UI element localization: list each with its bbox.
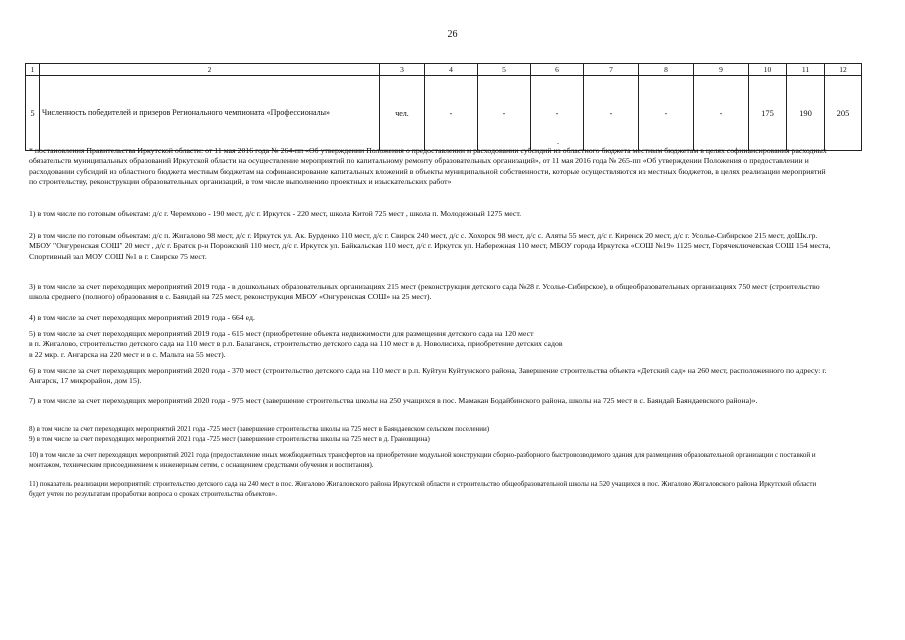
header-cell: 5 [478,64,531,76]
value-cell: - [639,76,694,151]
row-number: 5 [26,76,40,151]
note-10: 10) в том числе за счет переходящих мероприятий 2021 года (предоставление иных межбюджетных трансфертов на приобретение модульной конструкции сборно-разборного быстровозводимого здания для размещения образовательной организации с поставкой и монтажом, техническим присоединением к инженерным сетям, с оснащением средствами обучения и воспитания). [29,451,816,469]
value-cell: 205 [825,76,862,151]
value-cell: - [694,76,749,151]
note-5 [29,329,833,360]
header-cell: 8 [639,64,694,76]
header-cell: 9 [694,64,749,76]
header-cell: 6 [531,64,584,76]
note-9: 9) в том числе за счет переходящих мероприятий 2021 года -725 мест (завершение строительства школы на 725 мест в д. Грановщина) [29,435,430,443]
unit-cell: чел. [380,76,425,151]
value-cell: - [478,76,531,151]
header-cell: 1 [26,64,40,76]
note-1: 1) в том числе по готовым объектам: д/с г. Черемхово - 190 мест, д/с г. Иркутск - 220 мест, школа Китой 725 мест , школа п. Молодежный 1275 мест. [29,209,522,218]
indicator-name: Численность победителей и призеров Регионального чемпионата «Профессионалы» [40,76,380,151]
note-6: 6) в том числе за счет переходящих мероприятий 2020 года - 370 мест (строительство детского сада на 110 мест в р.п. Куйтун Куйтунского района, Завершение строительства объекта «Детский сад» на 260 мест, расположенного по адресу: г. Ангарск, 17 микрорайон, дом 15). [29,366,827,386]
value-cell: - [584,76,639,151]
header-cell: 12 [825,64,862,76]
header-cell: 2 [40,64,380,76]
value-cell [531,76,584,151]
header-cell: 3 [380,64,425,76]
note-star: * постановления Правительства Иркутской области: от 11 мая 2016 года № 264-пп «Об утверждении Положения о предоставлении и расходовании субсидий из областного бюджета местным бюджетам в целях софинансирования расходных обязательств муниципальных образований Иркутской области на осуществление мероприятий по капитальному ремонту образовательных организаций», от 11 мая 2016 года № 265-пп «Об утверждении Положения о предоставлении и расходовании субсидий из областного бюджета местным бюджетам на софинансирование капитальных вложений в объекты муниципальной собственности, которые осуществляются из местных бюджетов, в целях реализации мероприятий по строительству, реконструкции образовательных организаций, в том числе выполнению проектных и изыскательских работ» [29,146,827,187]
note-2: 2) в том числе по готовым объектам: д/с п. Жигалово 98 мест, д/с г. Иркутск ул. Ак. Бурденко 110 мест, д/с г. Свирск 240 мест, д/с с. Хохорск 98 мест, д/с с. Аляты 55 мест, д/с г. Киренск 20 мест, д/с г. Усолье-Сибирское 215 мест, доШк.гр. МБОУ "Онгуренская СОШ" 20 мест , д/с г. Братск р-н Порожский 110 мест, д/с г. Иркутск ул. Байкальская 110 мест, д/с г. Иркутск ул. Набережная 110 мест, МБОУ города Иркутска «СОШ №19» 1125 мест, Горячеключевская СОШ 154 места, Спортивный зал МОУ СОШ №1 в г. Свирске 75 мест. [29,231,831,261]
header-cell: 10 [749,64,787,76]
note-5-line: в п. Жигалово, строительство детского сада на 110 мест в р.п. Балаганск, строительство детского сада на 110 мест в д. Новолисиха, приобретение детских садов [29,339,563,349]
value-cell: 190 [787,76,825,151]
indicator-table [25,63,862,151]
value-cell: - [425,76,478,151]
value-cell: 175 [749,76,787,151]
note-11: 11) показатель реализации мероприятий: строительство детского сада на 240 мест в пос. Жигалово Жигаловского района Иркутской области и строительство общеобразовательной школы на 520 учащихся в пос. Жигалово Жигаловского района Иркутской области будет учтен по результатам проработки вопроса о сроках строительства объектов». [29,480,817,498]
header-cell: 4 [425,64,478,76]
note-5-line: 5) в том числе за счет переходящих мероприятий 2019 года - 615 мест (приобретение объекта недвижимости для размещения детского сада на 120 мест [29,329,534,338]
note-8: 8) в том числе за счет переходящих мероприятий 2021 года -725 мест (завершение строительства школы на 725 мест в Баяндаевском сельском поселении) [29,425,490,433]
table-header-row [26,64,862,76]
header-cell: 11 [787,64,825,76]
note-4: 4) в том числе за счет переходящих мероприятий 2019 года - 664 ед. [29,313,255,322]
page-number: 26 [447,29,458,40]
stray-mark: . [557,137,559,146]
table-row [26,76,862,151]
header-cell: 7 [584,64,639,76]
value-text: - [555,108,559,118]
note-7: 7) в том числе за счет переходящих мероприятий 2020 года - 975 мест (завершение строительства школы на 250 учащихся в пос. Мамакан Бодайбинского района, школы на 725 мест в с. Баяндай Баяндаевского района)». [29,396,758,405]
note-5-line: в 22 мкр. г. Ангарска на 220 мест и в с. Мальта на 55 мест). [29,349,226,359]
note-3: 3) в том числе за счет переходящих мероприятий 2019 года - в дошкольных образовательных организациях 215 мест (реконструкция детского сада №28 г. Усолье-Сибирское), в общеобразовательных организациях 750 мест (строительство школа среднего (полного) образования в с. Баяндай на 725 мест, реконструкция МБОУ «Онгуренская СОШ» на 25 мест). [29,282,820,302]
